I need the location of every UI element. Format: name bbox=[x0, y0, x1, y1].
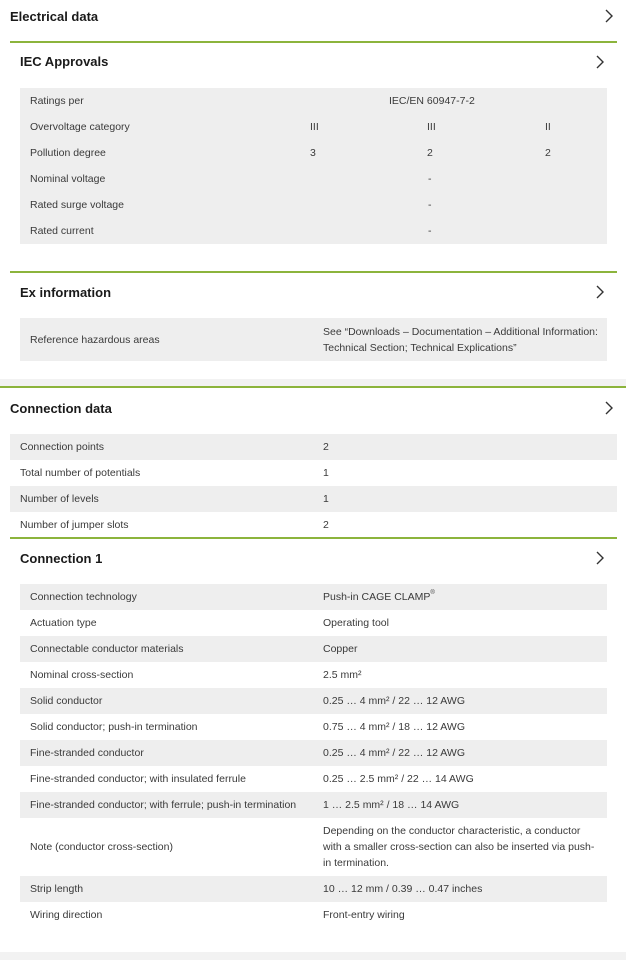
row-label: Fine-stranded conductor; with insulated ferrule bbox=[30, 773, 246, 785]
row-label: Solid conductor bbox=[30, 695, 103, 707]
electrical-data-title: Electrical data bbox=[10, 8, 99, 24]
ex-information-title: Ex information bbox=[20, 284, 112, 300]
electrical-data-header[interactable] bbox=[0, 0, 626, 32]
row-label: Note (conductor cross-section) bbox=[30, 841, 173, 853]
row-value: - bbox=[428, 225, 432, 237]
iec-approvals-header[interactable] bbox=[10, 43, 617, 80]
chevron-right-icon[interactable] bbox=[595, 551, 605, 565]
table-row bbox=[20, 192, 607, 218]
row-value: III bbox=[310, 121, 319, 133]
row-value: 3 bbox=[310, 147, 316, 159]
row-value: See “Downloads – Documentation – Additional Information: Technical Section; Technical Explications” bbox=[323, 325, 598, 354]
row-label: Ratings per bbox=[30, 95, 84, 107]
table-row bbox=[20, 688, 607, 714]
row-value: 2 bbox=[323, 519, 329, 531]
row-label: Nominal voltage bbox=[30, 173, 106, 185]
row-value: - bbox=[428, 173, 432, 185]
row-label: Solid conductor; push-in termination bbox=[30, 721, 198, 733]
chevron-right-icon[interactable] bbox=[595, 55, 605, 69]
row-value: Depending on the conductor characteristic, a conductor with a smaller cross-section can also be inserted via push-in termination. bbox=[323, 825, 595, 869]
row-value: III bbox=[427, 121, 436, 133]
ex-information-table bbox=[20, 318, 607, 361]
row-value: Operating tool bbox=[323, 617, 389, 629]
row-value: 10 … 12 mm / 0.39 … 0.47 inches bbox=[323, 883, 483, 895]
row-label: Rated surge voltage bbox=[30, 199, 124, 211]
row-value: 2 bbox=[545, 147, 551, 159]
table-row bbox=[20, 876, 607, 902]
row-label: Connectable conductor materials bbox=[30, 643, 184, 655]
table-row bbox=[20, 662, 607, 688]
table-row bbox=[20, 166, 607, 192]
row-value: Copper bbox=[323, 643, 358, 655]
section-separator bbox=[0, 379, 626, 386]
row-label: Connection technology bbox=[30, 591, 137, 603]
iec-approvals-title: IEC Approvals bbox=[20, 54, 109, 69]
table-row bbox=[20, 714, 607, 740]
table-row bbox=[20, 740, 607, 766]
row-value: II bbox=[545, 121, 551, 133]
row-label: Total number of potentials bbox=[20, 467, 141, 479]
connection-data-header[interactable] bbox=[0, 388, 626, 428]
row-value: IEC/EN 60947-7-2 bbox=[389, 95, 475, 107]
table-row bbox=[10, 486, 617, 512]
row-label: Fine-stranded conductor; with ferrule; push-in termination bbox=[30, 799, 297, 811]
row-label: Wiring direction bbox=[30, 909, 103, 921]
row-value: 2 bbox=[323, 441, 329, 453]
row-value: 2.5 mm² bbox=[323, 669, 362, 681]
table-row bbox=[20, 610, 607, 636]
row-value: 0.75 … 4 mm² / 18 … 12 AWG bbox=[323, 721, 465, 733]
ex-information-header[interactable] bbox=[10, 273, 617, 311]
row-value: 1 bbox=[323, 467, 329, 479]
row-value bbox=[323, 584, 435, 610]
row-label: Number of jumper slots bbox=[20, 519, 129, 531]
connection-1-title: Connection 1 bbox=[20, 550, 103, 566]
table-row bbox=[20, 818, 607, 876]
row-label: Overvoltage category bbox=[30, 121, 130, 133]
row-value: - bbox=[428, 199, 432, 211]
table-row bbox=[10, 434, 617, 460]
row-label: Connection points bbox=[20, 441, 105, 453]
table-row bbox=[20, 114, 607, 140]
table-row bbox=[10, 512, 617, 538]
row-value: Front-entry wiring bbox=[323, 909, 405, 921]
table-row bbox=[20, 318, 607, 361]
iec-approvals-table bbox=[20, 88, 607, 244]
row-value: 2 bbox=[427, 147, 433, 159]
row-value: 0.25 … 2.5 mm² / 22 … 14 AWG bbox=[323, 773, 474, 785]
row-label: Reference hazardous areas bbox=[30, 333, 160, 346]
row-label: Number of levels bbox=[20, 493, 99, 505]
chevron-right-icon[interactable] bbox=[604, 9, 614, 23]
value-text: Push-in CAGE CLAMP bbox=[323, 591, 431, 603]
row-label: Nominal cross-section bbox=[30, 669, 134, 681]
row-label: Fine-stranded conductor bbox=[30, 747, 144, 759]
table-row bbox=[20, 766, 607, 792]
row-value: 0.25 … 4 mm² / 22 … 12 AWG bbox=[323, 695, 465, 707]
row-label: Pollution degree bbox=[30, 147, 106, 159]
chevron-right-icon[interactable] bbox=[604, 401, 614, 415]
connection-data-title: Connection data bbox=[10, 400, 112, 416]
table-row bbox=[20, 636, 607, 662]
table-row bbox=[20, 88, 607, 114]
table-row bbox=[20, 218, 607, 244]
row-label: Rated current bbox=[30, 225, 94, 237]
connection-1-header[interactable] bbox=[10, 539, 617, 577]
row-value: 1 bbox=[323, 493, 329, 505]
table-row bbox=[20, 584, 607, 610]
row-label: Actuation type bbox=[30, 617, 97, 629]
table-row bbox=[10, 460, 617, 486]
connection-data-table bbox=[10, 434, 617, 538]
chevron-right-icon[interactable] bbox=[595, 285, 605, 299]
table-row bbox=[20, 140, 607, 166]
registered-mark: ® bbox=[430, 590, 435, 596]
table-row bbox=[20, 792, 607, 818]
table-row bbox=[20, 902, 607, 928]
row-label: Strip length bbox=[30, 883, 84, 895]
connection-1-table bbox=[20, 584, 607, 928]
row-value: 0.25 … 4 mm² / 22 … 12 AWG bbox=[323, 747, 465, 759]
section-separator bbox=[0, 952, 626, 960]
row-value: 1 … 2.5 mm² / 18 … 14 AWG bbox=[323, 799, 460, 811]
